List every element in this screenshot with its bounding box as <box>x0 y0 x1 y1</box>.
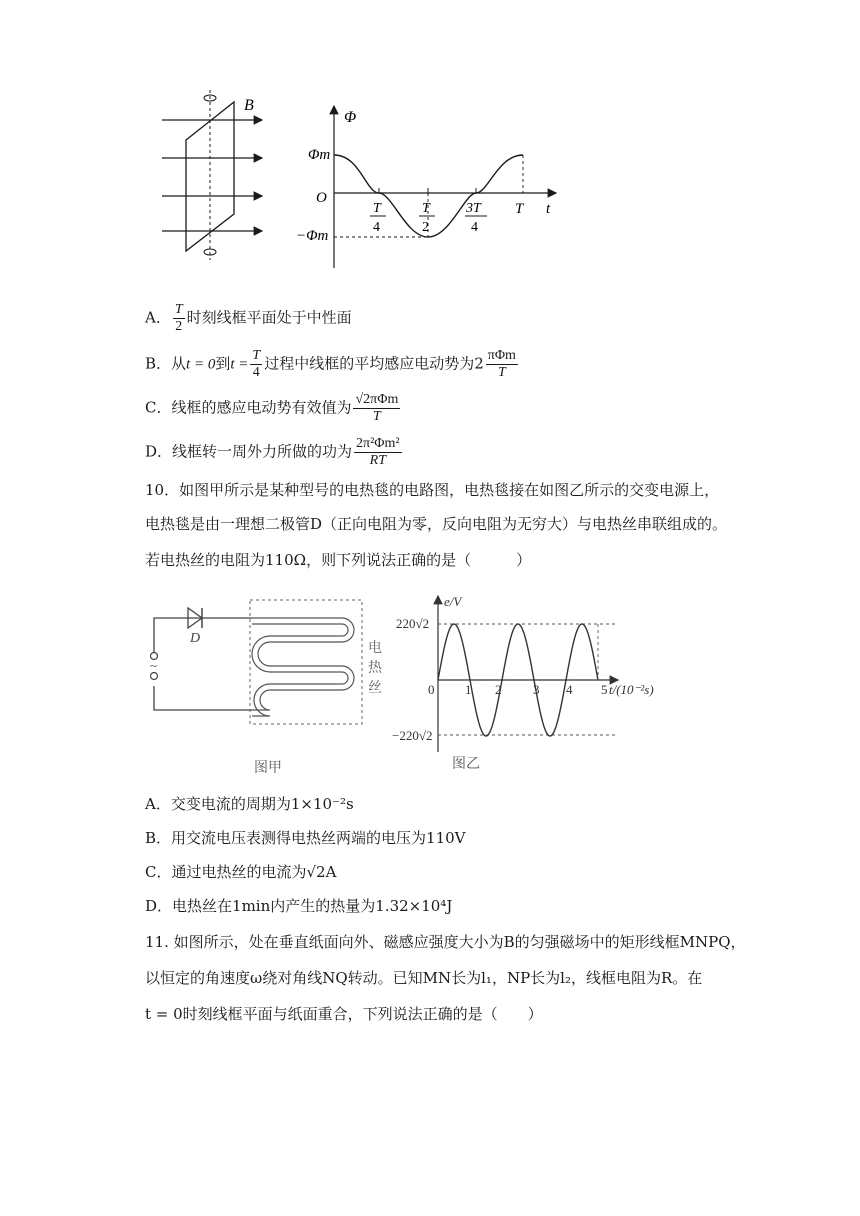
q11-stem-line3: t = 0时刻线框平面与纸面重合，下列说法正确的是（ ） <box>145 1005 543 1023</box>
tick-T2-num: T <box>422 201 430 216</box>
fig-b-caption: 图乙 <box>452 757 480 772</box>
field-label: B <box>244 97 254 114</box>
tick-T4-num: T <box>373 201 381 216</box>
q11-stem-line2: 以恒定的角速度ω绕对角线NQ转动。已知MN长为l₁，NP长为l₂，线框电阻为R。在 <box>145 969 703 987</box>
tick-0: 0 <box>428 682 435 697</box>
heating-wire <box>252 618 354 710</box>
heating-blanket-circuit <box>140 596 400 776</box>
fig-a-caption: 图甲 <box>254 761 282 776</box>
phi-min-label: −Φm <box>296 228 329 244</box>
coil-in-field-figure <box>150 88 270 260</box>
voltage-axis-label: e/V <box>444 594 462 609</box>
ac-voltage-graph <box>392 590 682 780</box>
q9-option-d: D．线框转一周外力所做的功为 $\frac{\text{2π²Φm²}}{RT}$ <box>145 436 400 468</box>
wire-label-3: 丝 <box>368 681 382 696</box>
q10-option-a: A．交变电流的周期为1×10⁻²s <box>145 795 354 813</box>
tick-2: 2 <box>495 682 502 697</box>
tick-5: 5 <box>601 682 608 697</box>
origin-label: O <box>316 190 327 206</box>
wire-label-2: 热 <box>368 661 382 676</box>
tick-T4-den: 4 <box>373 220 380 235</box>
q10-option-d: D．电热丝在1min内产生的热量为1.32×10⁴J <box>145 897 453 915</box>
q10-option-c: C．通过电热丝的电流为√2A <box>145 863 337 881</box>
q9-option-a: A． $\frac{T}{2}$ 时刻线框平面处于中性面 <box>145 302 352 334</box>
q9-option-b: B．从t = 0到t = $\frac{T}{4}$ 过程中线框的平均感应电动势为2 $\frac{\text{πΦm}}{T}$ <box>145 348 516 380</box>
tick-3: 3 <box>533 682 540 697</box>
tick-1: 1 <box>465 682 472 697</box>
flux-time-graph <box>290 100 565 272</box>
tick-4: 4 <box>566 682 573 697</box>
q10-stem-line3: 若电热丝的电阻为110Ω，则下列说法正确的是（ ） <box>145 551 532 569</box>
time-axis-label: t <box>546 201 551 217</box>
max-label: 220√2 <box>396 616 430 631</box>
min-label: −220√2 <box>392 728 433 743</box>
tick-3T4-den: 4 <box>471 220 478 235</box>
wire-label-1: 电 <box>368 641 382 656</box>
tick-3T4-num: 3T <box>466 201 481 216</box>
q11-stem-line1: 11. 如图所示，处在垂直纸面向外、磁感应强度大小为B的匀强磁场中的矩形线框MNPQ， <box>145 933 746 951</box>
q9-option-c: C．线框的感应电动势有效值为 $\frac{\text{√2πΦm}}{T}$ <box>145 392 399 424</box>
q10-stem-line1: 10．如图甲所示是某种型号的电热毯的电路图，电热毯接在如图乙所示的交变电源上， <box>145 481 720 499</box>
q10-stem-line2: 电热毯是由一理想二极管D（正向电阻为零，反向电阻为无穷大）与电热丝串联组成的。 <box>145 515 728 533</box>
phi-max-label: Φm <box>308 147 331 163</box>
q10-option-b: B．用交流电压表测得电热丝两端的电压为110V <box>145 829 466 847</box>
diode-label: D <box>190 631 201 646</box>
time-axis-label: t/(10⁻²s) <box>609 682 654 697</box>
tick-T-label: T <box>515 201 524 217</box>
flux-axis-label: Φ <box>344 109 357 126</box>
ac-source-symbol: ~ <box>150 658 158 673</box>
tick-T2-den: 2 <box>422 220 429 235</box>
terminal-bottom <box>151 673 158 680</box>
